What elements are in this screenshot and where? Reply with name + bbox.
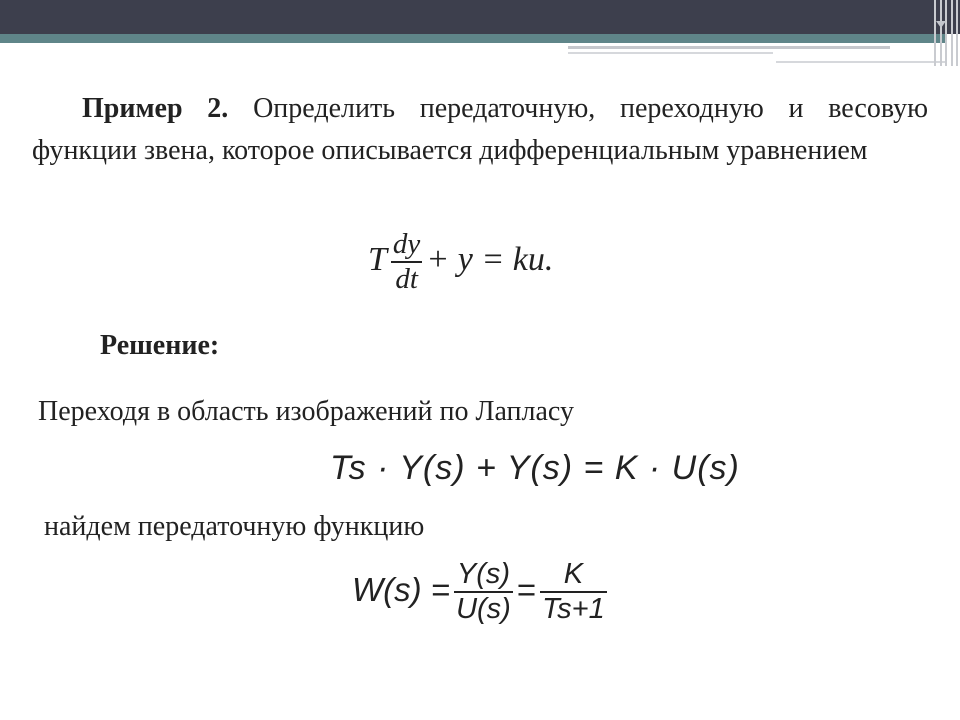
eq3-lhs: W(s) = bbox=[352, 571, 451, 609]
transfer-function-equation bbox=[352, 558, 611, 627]
problem-text: Определить передаточную, переходную и весовую функции звена, которое описывается дифференциальным уравнением bbox=[32, 93, 929, 166]
differential-equation bbox=[368, 228, 553, 297]
solution-heading: Решение: bbox=[100, 330, 220, 361]
eq3-den1: U(s) bbox=[456, 593, 511, 626]
transfer-text: найдем передаточную функцию bbox=[44, 511, 425, 542]
header-band bbox=[0, 0, 960, 34]
eq1-derivative bbox=[391, 228, 422, 297]
header-decor-line bbox=[568, 46, 890, 49]
header-accent-stripe bbox=[0, 34, 945, 43]
example-label: Пример 2. bbox=[82, 93, 229, 124]
eq3-num1: Y(s) bbox=[454, 558, 513, 593]
eq3-den2: Ts+1 bbox=[542, 593, 605, 626]
eq1-coef: T bbox=[368, 241, 387, 279]
eq1-denominator: dt bbox=[395, 263, 418, 296]
eq1-numerator: dy bbox=[391, 228, 422, 263]
laplace-text: Переходя в область изображений по Лапласу bbox=[38, 396, 574, 427]
eq3-fraction-1 bbox=[454, 558, 513, 627]
corner-arrow-icon bbox=[936, 21, 946, 28]
eq3-mid: = bbox=[516, 571, 537, 609]
eq3-fraction-2 bbox=[540, 558, 607, 627]
eq3-num2: K bbox=[540, 558, 607, 593]
laplace-equation: Ts · Y(s) + Y(s) = K · U(s) bbox=[330, 449, 740, 487]
header-decor-line bbox=[776, 61, 946, 63]
header-decor-line bbox=[568, 52, 773, 54]
problem-statement bbox=[32, 88, 928, 172]
eq1-rest: + y = ku. bbox=[426, 241, 554, 279]
corner-decor-lines bbox=[932, 0, 960, 66]
